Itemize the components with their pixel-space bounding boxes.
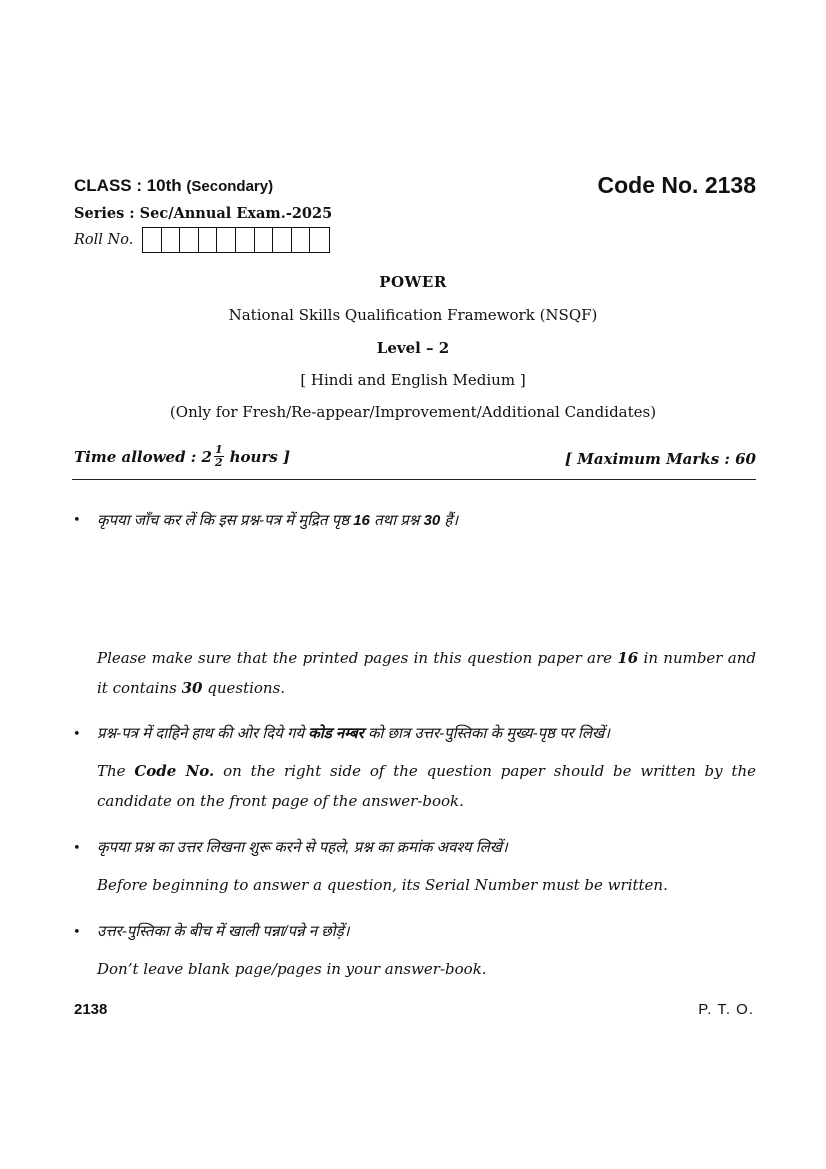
hindi-text: कृपया जाँच कर लें कि इस प्रश्न-पत्र में मुद्रित पृष्ठ: [97, 512, 354, 529]
roll-number-boxes[interactable]: [142, 227, 330, 253]
instruction-hindi: [97, 510, 757, 530]
level-line: Level – 2: [376, 339, 450, 357]
instruction-hindi: उत्तर-पुस्तिका के बीच में खाली पन्ना/पन्ने न छोड़ें।: [97, 923, 350, 940]
paper-title: POWER: [379, 273, 447, 291]
fraction-denominator: 2: [214, 456, 223, 469]
hindi-text: को छात्र उत्तर-पुस्तिका के मुख्य-पृष्ठ पर लिखें।: [363, 725, 610, 742]
instruction-english: [97, 757, 756, 816]
roll-digit-box[interactable]: [292, 228, 311, 252]
roll-digit-box[interactable]: [199, 228, 218, 252]
bullet-icon: •: [73, 513, 81, 528]
fraction-numerator: 1: [214, 443, 223, 456]
instruction-english: Before beginning to answer a question, its Serial Number must be written.: [97, 876, 668, 894]
maximum-marks: [ Maximum Marks : 60: [564, 450, 756, 468]
hindi-text: प्रश्न-पत्र में दाहिने हाथ की ओर दिये गये: [97, 725, 309, 742]
english-text: on the right side of the question paper should be written by the candidate on the front page of the answer-book.: [97, 762, 757, 810]
bullet-icon: •: [73, 841, 81, 856]
medium-line: [ Hindi and English Medium ]: [300, 371, 526, 389]
time-label: Time allowed : 2: [74, 447, 212, 466]
instruction-hindi: कृपया प्रश्न का उत्तर लिखना शुरू करने से पहले, प्रश्न का क्रमांक अवश्य लिखें।: [97, 839, 508, 856]
header-divider: [72, 479, 756, 480]
page-turn-note: P. T. O.: [698, 1001, 754, 1018]
hindi-bold: 30: [423, 512, 441, 529]
candidates-line: (Only for Fresh/Re-appear/Improvement/Additional Candidates): [169, 403, 657, 421]
bullet-icon: •: [73, 727, 81, 742]
roll-digit-box[interactable]: [180, 228, 199, 252]
roll-digit-box[interactable]: [255, 228, 274, 252]
series-line: Series : Sec/Annual Exam.-2025: [74, 205, 333, 222]
roll-number-label: Roll No.: [74, 232, 134, 248]
hindi-bold: 16: [353, 512, 370, 529]
roll-digit-box[interactable]: [162, 228, 181, 252]
footer-code: 2138: [74, 1001, 108, 1018]
time-allowed: [74, 444, 290, 469]
class-heading: [74, 176, 273, 196]
class-label: CLASS : 10th: [74, 176, 182, 195]
english-text: The: [97, 762, 135, 780]
time-unit: hours ]: [229, 447, 291, 466]
roll-digit-box[interactable]: [273, 228, 292, 252]
english-text: questions.: [202, 678, 286, 697]
hindi-bold: कोड नम्बर: [308, 725, 364, 742]
time-fraction: [214, 444, 224, 469]
instruction-english: Don’t leave blank page/pages in your answer-book.: [97, 960, 487, 978]
roll-digit-box[interactable]: [236, 228, 255, 252]
hindi-text: हैं।: [440, 512, 459, 529]
class-sub-label: (Secondary): [186, 178, 274, 195]
roll-digit-box[interactable]: [310, 228, 329, 252]
framework-line: National Skills Qualification Framework (NSQF): [228, 306, 598, 324]
english-text: in number and it contains: [97, 649, 756, 697]
code-number: Code No. 2138: [597, 172, 756, 198]
bullet-icon: •: [73, 925, 81, 940]
english-bold: 30: [181, 678, 203, 697]
english-bold: 16: [617, 649, 639, 667]
hindi-text: तथा प्रश्न: [369, 512, 424, 529]
roll-digit-box[interactable]: [217, 228, 236, 252]
instruction-hindi: [97, 723, 757, 743]
english-text: Please make sure that the printed pages in this question paper are: [97, 649, 618, 667]
english-bold: Code No.: [134, 762, 215, 780]
roll-digit-box[interactable]: [143, 228, 162, 252]
instruction-english: [97, 644, 756, 703]
